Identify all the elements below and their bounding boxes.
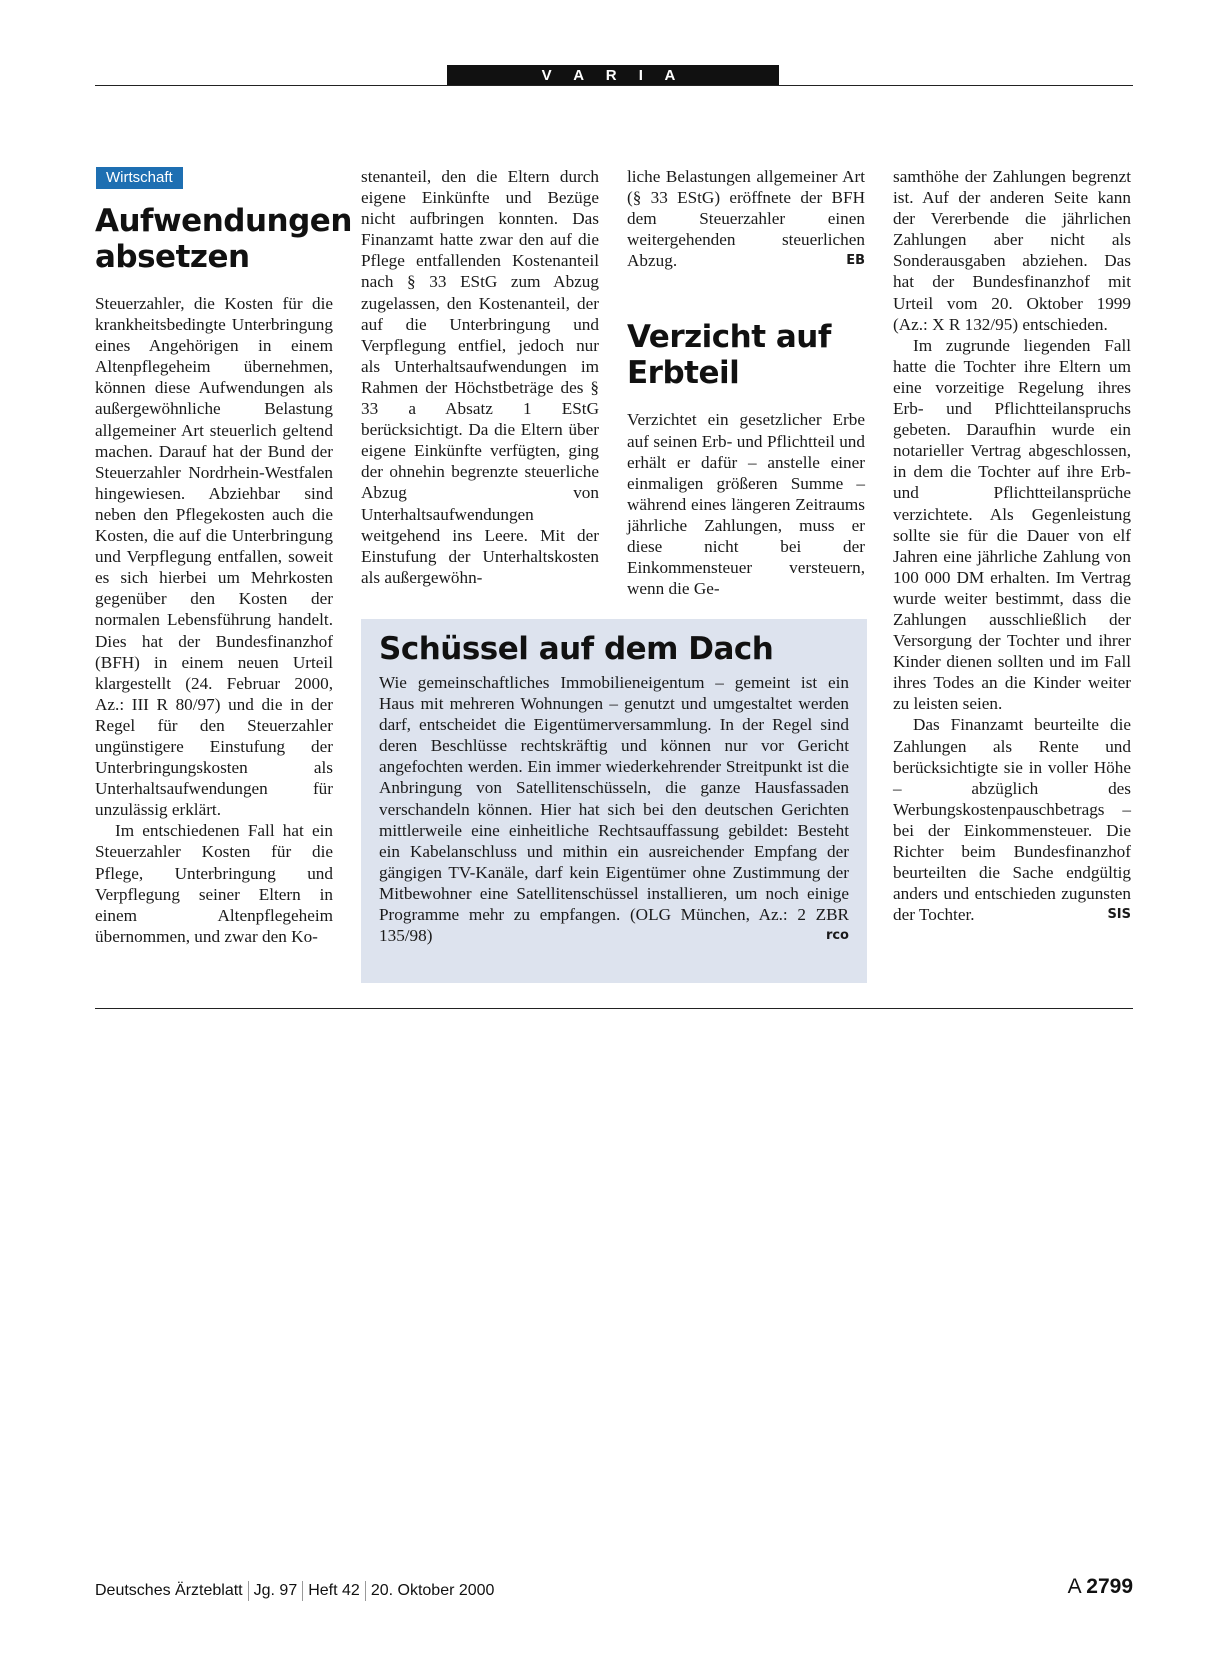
footer-separator bbox=[365, 1581, 366, 1601]
issue: Heft 42 bbox=[308, 1582, 360, 1600]
issue-date: 20. Oktober 2000 bbox=[370, 1582, 495, 1600]
bottom-rule bbox=[95, 1008, 1133, 1009]
journal-name: Deutsches Ärzteblatt bbox=[95, 1582, 243, 1600]
page-prefix: A bbox=[1067, 1575, 1081, 1598]
article2-paragraph: samthöhe der Zahlungen begrenzt ist. Auf der anderen Seite kann der Vererbende die jährlichen Zahlungen aber nicht als Sonderausgaben abziehen. Das hat der Bundesfinanzhof mit Urteil vom 20. Oktober 1999 (Az.: X R 132/95) entschieden. bbox=[893, 167, 1131, 334]
article2-author: SIS bbox=[1107, 907, 1131, 923]
top-rule bbox=[95, 85, 1133, 86]
column-4 bbox=[893, 166, 1131, 925]
footer-separator bbox=[302, 1581, 303, 1601]
article1-paragraph: Im entschiedenen Fall hat ein Steuerzahler Kosten für die Pflege, Unterbringung und Verpflegung seiner Eltern in einem Altenpflegeheim übernommen, und zwar den Ko- bbox=[95, 821, 333, 946]
column-2 bbox=[361, 166, 599, 588]
column-3 bbox=[627, 166, 865, 599]
page-number bbox=[1068, 1575, 1133, 1599]
article1-paragraph bbox=[627, 166, 865, 271]
box-title: Schüssel auf dem Dach bbox=[379, 631, 774, 667]
article2-paragraph: Verzichtet ein gesetzlicher Erbe auf seinen Erb- und Pflichtteil und erhält er dafür – anstelle einer einmaligen größeren Summe – während eines längeren Zeitraums jährliche Zahlungen, muss er diese nicht bei der Einkommensteuer versteuern, wenn die Ge- bbox=[627, 410, 865, 599]
article2-paragraph: Im zugrunde liegenden Fall hatte die Tochter ihre Eltern um eine vorzeitige Regelung ihres Erb- und Pflichtteilanspruchs gebeten. Daraufhin wurde ein notarieller Vertrag abgeschlossen, in dem die Tochter auf ihre Erb- und Pflichtteilansprüche verzichtete. Als Gegenleistung sollte sie für die Dauer von elf Jahren eine jährliche Zahlung von 100 000 DM erhalten. Im Vertrag wurde weiter bestimmt, dass die Zahlungen ausschließlich der Versorgung der Tochter und ihrer Kinder dienen sollten und im Fall ihres Todes an die Kinder weiter zu leisten seien. bbox=[893, 335, 1131, 714]
article2-text: Das Finanzamt beurteilte die Zahlungen als Rente und berücksichtigte sie in voller Höhe – abzüglich des Werbungskostenpauschbetrags – bei der Einkommensteuer. Die Richter beim Bundesfinanzhof beurteilten die Sache endgültig anders und entschieden zugunsten der Tochter. bbox=[893, 715, 1131, 925]
article1-text: liche Belastungen allgemeiner Art (§ 33 EStG) eröffnete der BFH dem Steuerzahler einen weitergehenden steuerlichen Abzug. bbox=[627, 167, 865, 271]
article2-paragraph bbox=[893, 714, 1131, 925]
article1-author: EB bbox=[846, 253, 865, 269]
footer bbox=[95, 1581, 494, 1601]
article1-paragraph: Steuerzahler, die Kosten für die krankheitsbedingte Unterbringung eines Angehörigen in einem Altenpflegeheim übernehmen, können diese Aufwendungen als außergewöhnliche Belastung allgemeiner Art steuerlich geltend machen. Darauf hat der Bund der Steuerzahler Nordrhein-Westfalen hingewiesen. Abziehbar sind neben den Pflegekosten auch die Kosten, die auf die Unterbringung und Verpflegung entfallen, soweit es sich hierbei um Mehrkosten gegenüber den Kosten der normalen Lebensführung handelt. Dies hat der Bundesfinanzhof (BFH) in einem neuen Urteil klargestellt (24. Februar 2000, Az.: III R 80/97) und die in der Regel für den Steuerzahler ungünstigere Einstufung der Unterbringungskosten als Unterhaltsaufwendungen für unzulässig erklärt. bbox=[95, 294, 333, 820]
page-number-value: 2799 bbox=[1086, 1575, 1133, 1598]
category-tag: Wirtschaft bbox=[96, 167, 183, 189]
volume: Jg. 97 bbox=[253, 1582, 298, 1600]
article1-title: Aufwendungen absetzen bbox=[95, 203, 352, 275]
news-box bbox=[361, 619, 867, 983]
box-author: rco bbox=[825, 928, 849, 944]
footer-separator bbox=[248, 1581, 249, 1601]
box-paragraph: Wie gemeinschaftliches Immobilieneigentum – gemeint ist ein Haus mit mehreren Wohnungen – genutzt und umgestaltet werden darf, entscheidet die Eigentümerversammlung. In der Regel sind deren Beschlüsse rechtskräftig und können nur vor Gericht angefochten werden. Ein immer wiederkehrender Streitpunkt ist die Anbringung von Satellitenschüsseln, die ganze Hausfassaden verschandeln können. Hier hat sich bei den deutschen Gerichten mittlerweile eine einheitliche Rechtsauffassung gebildet: Besteht ein Kabelanschluss und mithin ein ausreichender Empfang der gängigen TV-Kanäle, darf kein Eigentümer ohne Zustimmung der Mitbewohner eine Satellitenschüssel installieren, um noch einige Programme mehr zu empfangen. (OLG München, Az.: 2 ZBR 135/98) bbox=[379, 673, 849, 946]
column-1 bbox=[95, 166, 352, 947]
article1-paragraph: stenanteil, den die Eltern durch eigene Einkünfte und Bezüge nicht aufbringen konnten. Das Finanzamt hatte zwar den auf die Pflege entfallenden Kostenanteil nach § 33 EStG zum Abzug zugelassen, den Kostenanteil, der auf die Unterbringung und Verpflegung entfiel, jedoch nur als Unterhaltsaufwendungen im Rahmen der Höchstbeträge des § 33 a Absatz 1 EStG berücksichtigt. Da die Eltern über eigene Einkünfte verfügten, ging der ohnehin begrenzte steuerliche Abzug von Unterhaltsaufwendungen weitgehend ins Leere. Mit der Einstufung der Unterhaltskosten als außergewöhn- bbox=[361, 167, 599, 587]
section-label: V A R I A bbox=[447, 65, 779, 86]
box-text bbox=[379, 672, 849, 946]
article2-title: Verzicht auf Erbteil bbox=[627, 319, 831, 392]
